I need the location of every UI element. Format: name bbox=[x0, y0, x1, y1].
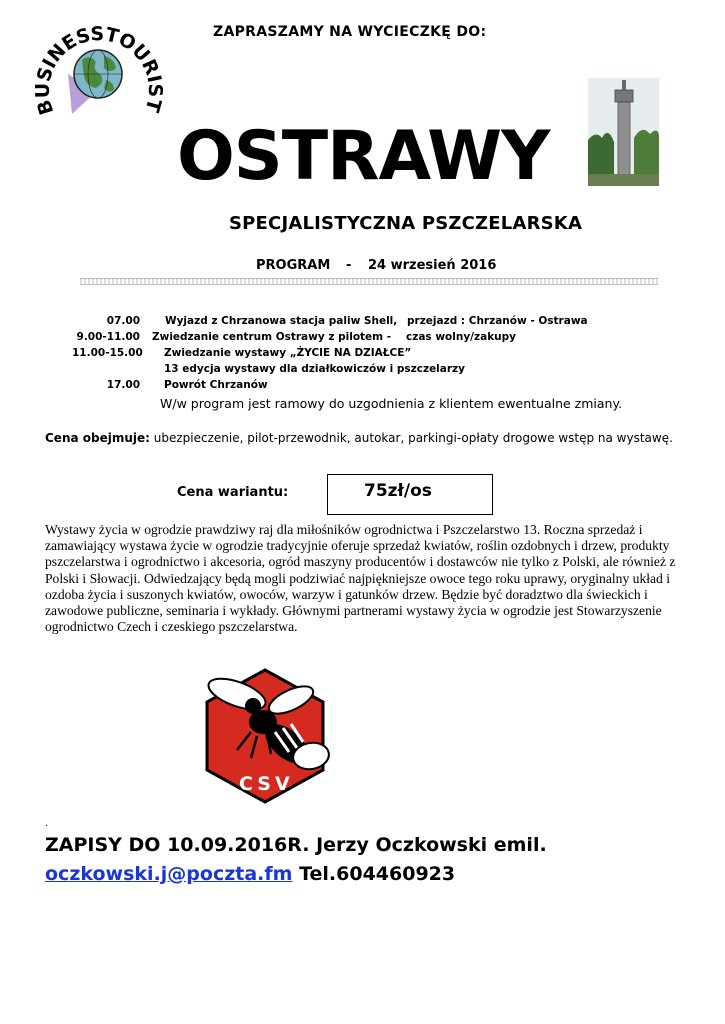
program-label: PROGRAM bbox=[256, 258, 331, 273]
phone-number: Tel.604460923 bbox=[292, 863, 456, 885]
schedule-activity: Powrót Chrzanów bbox=[164, 379, 268, 391]
price-includes-label: Cena obejmuje: bbox=[45, 431, 150, 445]
email-link[interactable]: oczkowski.j@poczta.fm bbox=[45, 863, 293, 885]
price-includes bbox=[45, 431, 673, 445]
businesstourist-logo bbox=[32, 16, 172, 136]
schedule-time: 9.00-11.00 bbox=[76, 331, 140, 343]
schedule-time: 07.00 bbox=[106, 315, 140, 327]
schedule-time: 11.00-15.00 bbox=[72, 347, 143, 359]
divider bbox=[80, 278, 658, 285]
price-label: Cena wariantu: bbox=[177, 485, 289, 500]
schedule-note-text: W/w program jest ramowy do uzgodnienia z klientem ewentualne zmiany. bbox=[160, 396, 623, 411]
signup-deadline: ZAPISY DO 10.09.2016R. Jerzy Oczkowski emil. bbox=[45, 834, 547, 856]
globe-icon bbox=[74, 50, 122, 98]
csv-logo bbox=[195, 666, 335, 806]
stray-dot: . bbox=[45, 818, 49, 829]
invite-heading: ZAPRASZAMY NA WYCIECZKĘ DO: bbox=[213, 24, 487, 40]
logo-text: BUSINESSTOURIST bbox=[32, 23, 167, 118]
price-includes-text: ubezpieczenie, pilot-przewodnik, autokar, parkingi-opłaty drogowe wstęp na wystawę. bbox=[149, 431, 673, 445]
page-title: OSTRAWY bbox=[177, 117, 550, 196]
schedule-extra: przejazd : Chrzanów - Ostrawa bbox=[407, 315, 588, 327]
tower-photo bbox=[588, 78, 659, 186]
program-date: 24 wrzesień 2016 bbox=[368, 258, 497, 273]
csv-logo-text: CSV bbox=[239, 773, 294, 795]
schedule-activity: Zwiedzanie centrum Ostrawy z pilotem - bbox=[152, 331, 392, 343]
description-paragraph: Wystawy życia w ogrodzie prawdziwy raj dla miłośników ogrodnictwa i Pszczelarstwo 13. Roczna sprzedaż i zamawiający wystawa życie w ogrodzie tradycyjnie oferuje sprzedaż kwiatów, roślin ozdobnych i drzew, produkty pszczelarstwa i ogrodnictwo i akcesoria, ogród maszyny producentów i dostawców nie tylko z Polski, ale również z Polski i Słowacji. Odwiedzający będą mogli podziwiać najpiękniejsze owoce tego roku uprawy, oryginalny układ i ozdoba życia i suszonych kwiatów, owoców, warzyw i gatunków drzew. Będzie być doradztwo dla świeckich i zawodowe publiczne, seminaria i wykłady. Głównymi partnerami wystawy życia w ogrodzie jest Stowarzyszenie ogrodnictwo Czech i czeskiego pszczelarstwa. bbox=[45, 522, 676, 635]
schedule-note bbox=[160, 396, 622, 411]
schedule-time: 17.00 bbox=[106, 379, 140, 391]
schedule-activity: Wyjazd z Chrzanowa stacja paliw Shell, bbox=[165, 315, 398, 327]
schedule-activity: Zwiedzanie wystawy „ŻYCIE NA DZIAŁCE” bbox=[164, 347, 412, 359]
price-value: 75zł/os bbox=[364, 481, 432, 501]
schedule-extra: czas wolny/zakupy bbox=[406, 331, 517, 343]
contact-line bbox=[45, 863, 455, 885]
schedule-activity: 13 edycja wystawy dla działkowiczów i pszczelarzy bbox=[164, 363, 466, 375]
page-subtitle: SPECJALISTYCZNA PSZCZELARSKA bbox=[229, 213, 583, 234]
program-separator: - bbox=[346, 258, 352, 273]
